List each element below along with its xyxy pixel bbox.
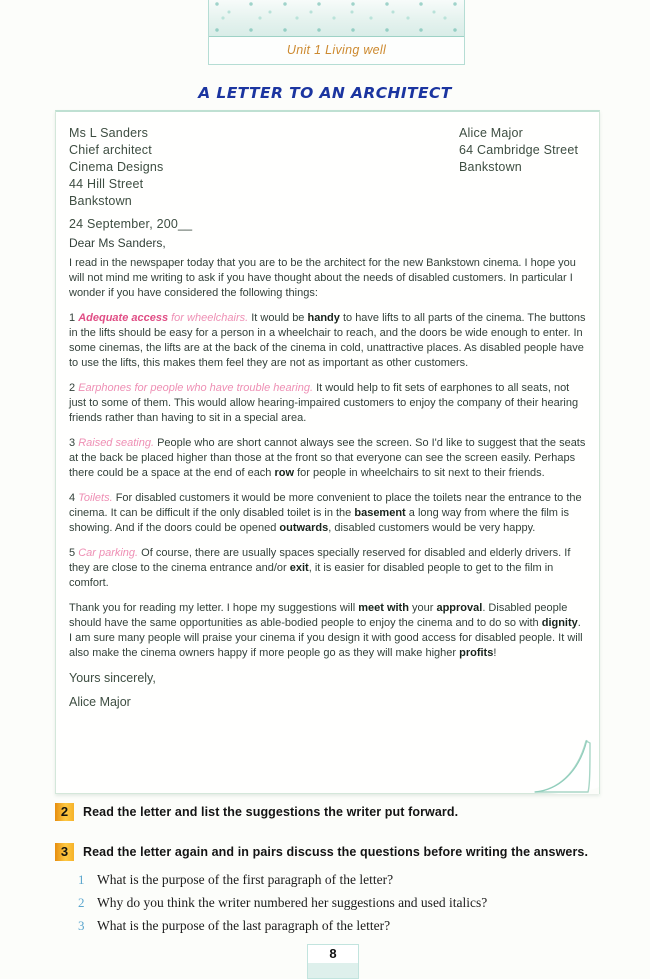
page-title: A LETTER TO AN ARCHITECT [198, 84, 452, 102]
suggestion-paragraph-5: 5 Car parking. Of course, there are usually spaces specially reserved for disabled and elderly drivers. If they are close to the cinema entrance and/or exit, it is easier for disabled people to get to the film in comfort. [69, 547, 571, 589]
exercise-2-number-badge: 2 [55, 803, 74, 821]
recipient-address [459, 125, 578, 176]
letter-intro-paragraph: I read in the newspaper today that you are to be the architect for the new Bankstown cinema. I hope you will not mind me writing to ask if you have thought about the needs of disabled customers. In particular I wonder if you have considered the following things: [69, 257, 576, 299]
suggestion-paragraph-4: 4 Toilets. For disabled customers it would be more convenient to place the toilets near the entrance to the cinema. It can be difficult if the only disabled toilet is in the basement a long way from where the film is showing. And if the doors could be opened outwards, disabled customers would be very happy. [69, 492, 582, 534]
suggestion-paragraph-1: 1 Adequate access for wheelchairs. It would be handy to have lifts to all parts of the cinema. The buttons in the lifts should be easy for a person in a wheelchair to reach, and the doors be wide enough to enter. In some cinemas, the lifts are at the back of the cinema in cold, unattractive places. As disabled people have to use the lifts, this makes them feel they are not as important as other customers. [69, 312, 586, 369]
question-text: Why do you think the writer numbered her suggestions and used italics? [97, 895, 488, 910]
recipient-address-line: 64 Cambridge Street [459, 143, 579, 157]
discussion-questions [78, 872, 618, 941]
exercise-3-instruction: Read the letter again and in pairs discuss the questions before writing the answers. [83, 845, 589, 859]
unit-header-texture [209, 0, 464, 37]
recipient-address-line: Alice Major [459, 126, 524, 140]
sender-address-line: Cinema Designs [69, 160, 164, 174]
page-number-box [307, 944, 359, 964]
question-item [78, 895, 618, 911]
letter-closing-paragraph: Thank you for reading my letter. I hope my suggestions will meet with your approval. Disabled people should have the same opportunities as able-bodied people to enjoy the cinema and to do so with dignity. I am sure many people will praise your cinema if you design it with good access for disabled people. It will also make the cinema owners happy if more people go as they will make higher profits! [69, 602, 583, 659]
suggestion-paragraph-3: 3 Raised seating. People who are short cannot always see the screen. So I'd like to suggest that the seats at the back be placed higher than those at the front so that everyone can see the screen easily. Perhaps there could be a space at the end of each row for people in wheelchairs to sit next to their friends. [69, 437, 586, 479]
letter-salutation: Dear Ms Sanders, [69, 236, 166, 250]
exercise-3-number-badge: 3 [55, 843, 74, 861]
question-number: 3 [78, 918, 85, 933]
question-item [78, 918, 618, 934]
recipient-address-line: Bankstown [459, 160, 522, 174]
exercise-3 [55, 843, 588, 861]
question-number: 2 [78, 895, 85, 910]
sender-address-line: Chief architect [69, 143, 152, 157]
sender-address-line: Ms L Sanders [69, 126, 149, 140]
letter-date: 24 September, 200__ [69, 217, 193, 231]
question-number: 1 [78, 872, 85, 887]
unit-header-label: Unit 1 Living well [286, 43, 387, 57]
page-curl-decoration [532, 737, 600, 795]
page-number-strip [307, 963, 359, 979]
exercise-2 [55, 803, 458, 821]
unit-header-tab [208, 0, 465, 65]
sender-address-line: Bankstown [69, 194, 132, 208]
exercise-2-instruction: Read the letter and list the suggestions the writer put forward. [83, 805, 459, 819]
suggestion-paragraph-2: 2 Earphones for people who have trouble hearing. It would help to fit sets of earphones to all seats, not just to some of them. This would allow hearing-impaired customers to enjoy the company of their hearing friends rather than having to sit in a special area. [69, 382, 579, 424]
question-item [78, 872, 618, 888]
sender-address-line: 44 Hill Street [69, 177, 144, 191]
letter-signoff: Yours sincerely, [69, 671, 156, 685]
question-text: What is the purpose of the last paragraph of the letter? [97, 918, 391, 933]
letter-signature: Alice Major [69, 695, 131, 709]
letter-paper [55, 110, 600, 794]
question-text: What is the purpose of the first paragraph of the letter? [97, 872, 394, 887]
page-number: 8 [329, 946, 337, 961]
